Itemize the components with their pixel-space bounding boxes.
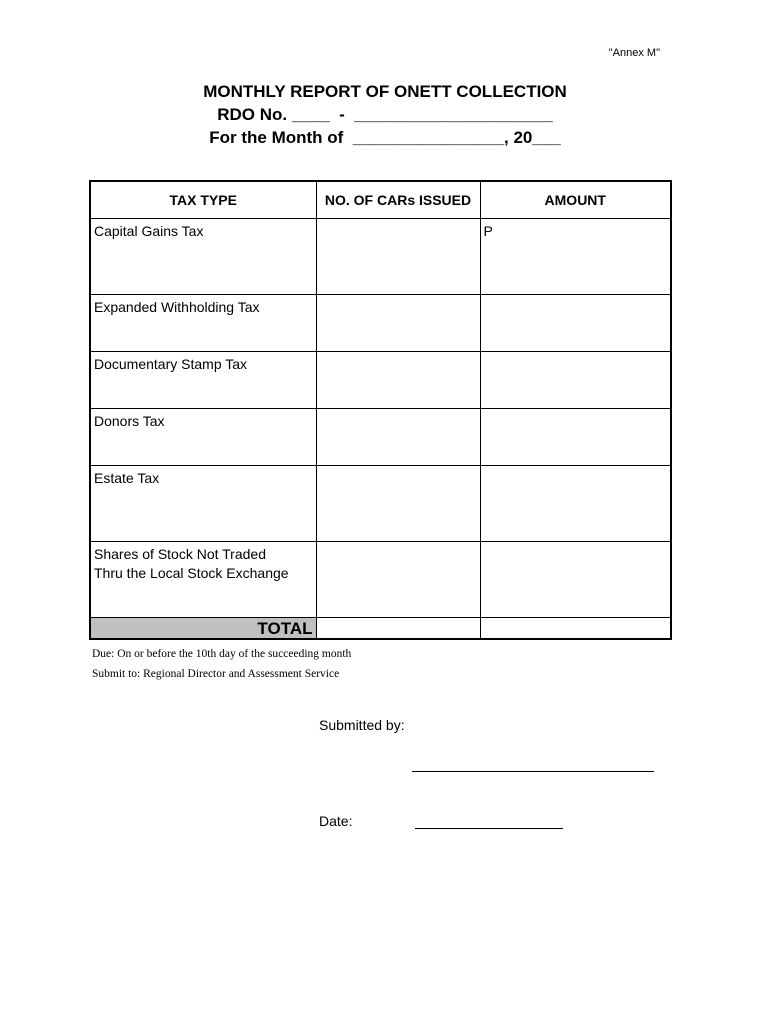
cars-issued-cell[interactable] [316,409,480,466]
submitted-by-label: Submitted by: [319,717,405,733]
table-row [90,295,671,352]
tax-type-cell: Shares of Stock Not Traded Thru the Local Stock Exchange [90,542,316,618]
total-label: TOTAL [90,618,316,640]
tax-type-cell: Documentary Stamp Tax [90,352,316,409]
amount-cell[interactable] [480,295,671,352]
column-header-tax-type: TAX TYPE [90,181,316,219]
date-label: Date: [319,813,353,829]
table-row [90,352,671,409]
signature-line[interactable] [412,771,654,772]
table-header-row [90,181,671,219]
tax-type-cell: Estate Tax [90,466,316,542]
column-header-amount: AMOUNT [480,181,671,219]
amount-cell[interactable] [480,409,671,466]
cars-issued-cell[interactable] [316,295,480,352]
table-row [90,542,671,618]
table-row [90,409,671,466]
tax-type-cell: Donors Tax [90,409,316,466]
table-row [90,219,671,295]
submit-to-note: Submit to: Regional Director and Assessment Service [92,668,340,680]
cars-issued-cell[interactable] [316,466,480,542]
collection-table [89,180,672,640]
cars-issued-cell[interactable] [316,352,480,409]
total-cars-cell[interactable] [316,618,480,640]
amount-cell[interactable] [480,466,671,542]
total-row [90,618,671,640]
total-amount-cell[interactable] [480,618,671,640]
due-note: Due: On or before the 10th day of the succeeding month [92,648,352,660]
notes-block [92,644,351,684]
amount-cell[interactable]: P [480,219,671,295]
rdo-number-line: RDO No. ____ - _____________________ [217,105,553,124]
tax-type-cell: Expanded Withholding Tax [90,295,316,352]
table-row [90,466,671,542]
report-title: MONTHLY REPORT OF ONETT COLLECTION [203,82,567,101]
column-header-cars-issued: NO. OF CARs ISSUED [316,181,480,219]
cars-issued-cell[interactable] [316,219,480,295]
date-line[interactable] [415,828,563,829]
amount-cell[interactable] [480,352,671,409]
report-header [0,80,770,149]
cars-issued-cell[interactable] [316,542,480,618]
tax-type-cell: Capital Gains Tax [90,219,316,295]
amount-cell[interactable] [480,542,671,618]
month-line: For the Month of ________________, 20___ [209,128,561,147]
annex-label: "Annex M" [608,47,660,59]
